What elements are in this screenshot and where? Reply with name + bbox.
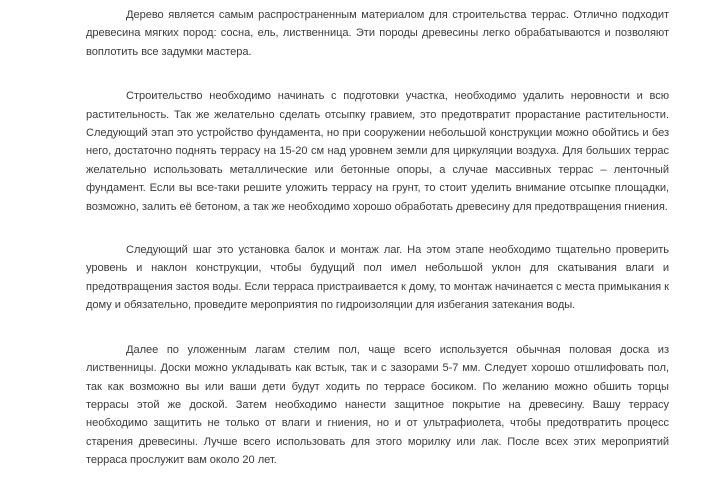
paragraph-intro: Дерево является самым распространенным материалом для строительства террас. Отлично подходит древесина мягких пород: сосна, ель, лиственница. Эти породы древесины легко обрабатываются и позволяют воплотить все задумки мастера. bbox=[86, 9, 669, 58]
paragraph-flooring-and-finish: Далее по уложенным лагам стелим пол, чаще всего используется обычная половая доска из лиственницы. Доски можно укладывать как встык, так и с зазорами 5-7 мм. Следует хорошо отшлифовать пол, так как возможно вы или ваши дети будут ходить по террасе босиком. По желанию можно обшить торцы террасы этой же доской. Затем необходимо нанести защитное покрытие на древесину. Вашу террасу необходимо защитить не только от влаги и гниения, но и от ультрафиолета, чтобы предотвратить процесс старения древесины. Лучше всего использовать для этого морилку или лак. После всех этих мероприятий терраса прослужит вам около 20 лет. bbox=[86, 343, 669, 467]
paragraph-beams-and-joists: Следующий шаг это установка балок и монтаж лаг. На этом этапе необходимо тщательно проверить уровень и наклон конструкции, чтобы будущий пол имел небольшой уклон для скатывания влаги и предотвращения застоя воды. Если терраса пристраивается к дому, то монтаж начинается с места примыкания к дому и обязательно, проведите мероприятия по гидроизоляции для избегания затекания воды. bbox=[86, 244, 669, 312]
paragraph-site-preparation: Строительство необходимо начинать с подготовки участка, необходимо удалить неровности и всю растительность. Так же желательно сделать отсыпку гравием, это предотвратит прорастание растительности. Следующий этап это устройство фундамента, но при сооружении небольшой конструкции можно обойтись и без него, достаточно поднять террасу на 15-20 см над уровнем земли для циркуляции воздуха. Для больших террас желательно использовать металлические или бетонные опоры, а случае массивных террас – ленточный фундамент. Если вы все-таки решите уложить террасу на грунт, то стоит уделить внимание отсыпке площадки, возможно, залить её бетоном, а так же необходимо хорошо обработать древесину для предотвращения гниения. bbox=[86, 90, 669, 213]
document-page bbox=[86, 6, 669, 470]
